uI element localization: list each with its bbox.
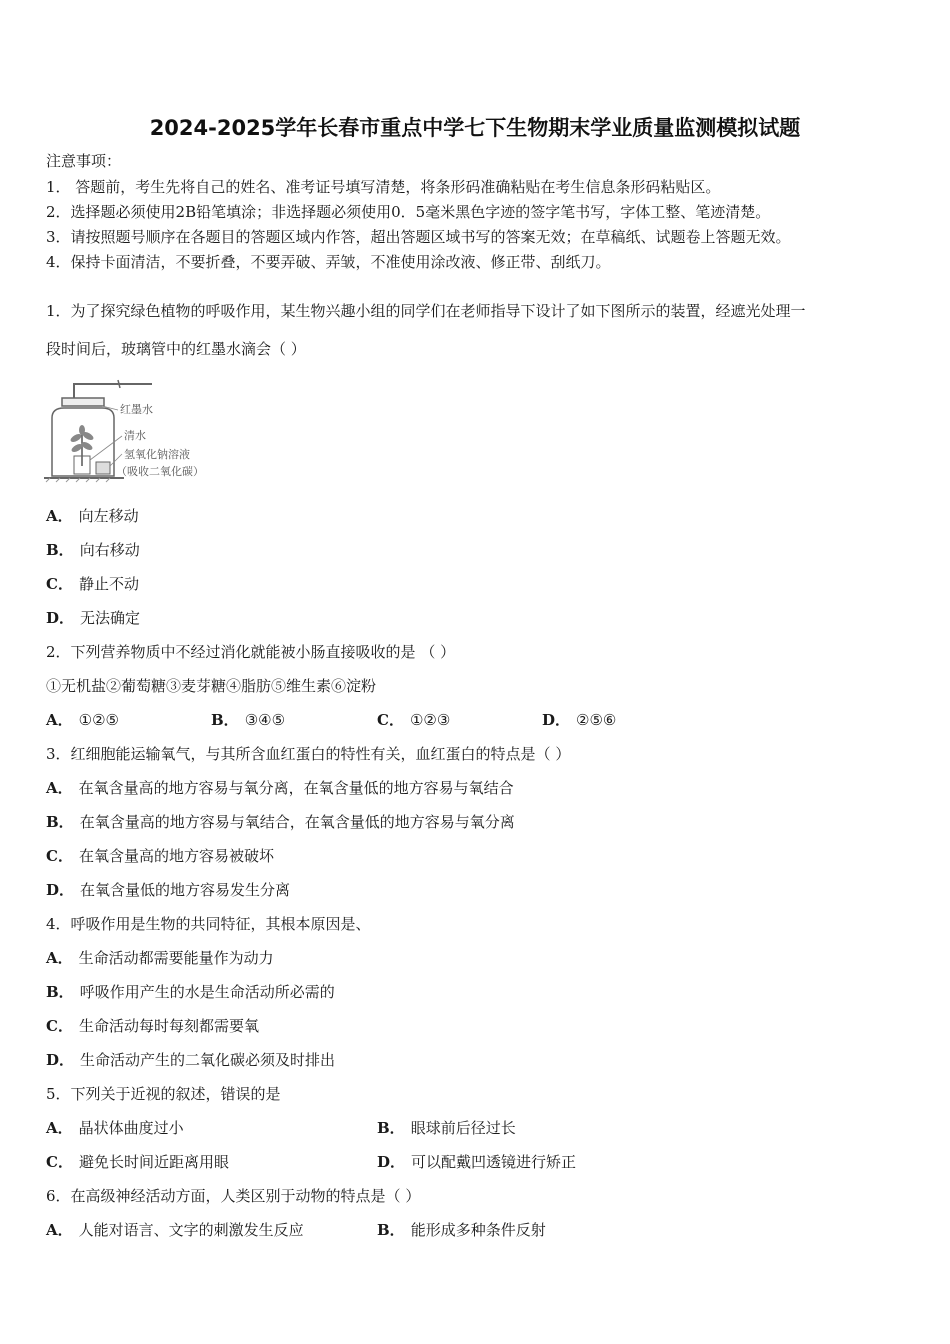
option-text: 无法确定 xyxy=(80,609,141,627)
option-text: ③④⑤ xyxy=(244,711,286,729)
notice-item-3: 3．请按照题号顺序在各题目的答题区域内作答，超出答题区域书写的答案无效；在草稿纸、试题卷上答题无效。 xyxy=(46,228,791,246)
label-red-ink: 红墨水 xyxy=(120,403,153,416)
option-text: 向右移动 xyxy=(79,541,140,559)
q5-stem: 5．下列关于近视的叙述，错误的是 xyxy=(46,1085,281,1103)
q5-option-a[interactable] xyxy=(46,1118,184,1138)
label-naoh-note: （吸收二氧化碳） xyxy=(116,465,204,478)
q1-option-d[interactable] xyxy=(46,608,140,628)
q6-stem: 6．在高级神经活动方面，人类区别于动物的特点是（ ） xyxy=(46,1187,421,1205)
option-text: 生命活动每时每刻都需要氧 xyxy=(78,1017,259,1035)
option-text: 避免长时间近距离用眼 xyxy=(78,1153,229,1171)
notice-item-1: 1． 答题前，考生先将自己的姓名、准考证号填写清楚，将条形码准确粘贴在考生信息条形码粘贴区。 xyxy=(46,178,721,196)
option-label: A． xyxy=(46,1119,73,1137)
q2-stem: 2．下列营养物质中不经过消化就能被小肠直接吸收的是 （ ） xyxy=(46,643,456,661)
option-label: A． xyxy=(46,507,73,525)
option-label: D． xyxy=(46,1051,75,1069)
notice-item-4: 4．保持卡面清洁，不要折叠，不要弄破、弄皱，不准使用涂改液、修正带、刮纸刀。 xyxy=(46,253,611,271)
q2-option-c[interactable] xyxy=(377,710,450,730)
option-label: A． xyxy=(46,779,73,797)
option-label: D． xyxy=(46,609,75,627)
option-label: A． xyxy=(46,711,73,729)
option-text: 可以配戴凹透镜进行矫正 xyxy=(411,1153,577,1171)
q5-option-b[interactable] xyxy=(377,1118,516,1138)
option-label: D． xyxy=(377,1153,406,1171)
q3-option-b[interactable] xyxy=(46,812,515,832)
notice-heading: 注意事项： xyxy=(46,152,122,170)
q3-option-d[interactable] xyxy=(46,880,290,900)
q3-option-a[interactable] xyxy=(46,778,514,798)
option-label: C． xyxy=(377,711,404,729)
option-label: C． xyxy=(46,1153,73,1171)
q3-stem: 3．红细胞能运输氧气，与其所含血红蛋白的特性有关，血红蛋白的特点是（ ） xyxy=(46,745,571,763)
option-label: A． xyxy=(46,949,73,967)
option-label: C． xyxy=(46,847,73,865)
option-label: B． xyxy=(46,813,74,831)
option-label: B． xyxy=(46,983,74,1001)
q1-apparatus-figure xyxy=(44,378,224,488)
q3-option-c[interactable] xyxy=(46,846,274,866)
q2-option-d[interactable] xyxy=(542,710,616,730)
option-text: 在氧含量高的地方容易与氧结合，在氧含量低的地方容易与氧分离 xyxy=(79,813,515,831)
q2-option-a[interactable] xyxy=(46,710,119,730)
q4-option-d[interactable] xyxy=(46,1050,335,1070)
option-text: 眼球前后径过长 xyxy=(410,1119,516,1137)
option-text: 晶状体曲度过小 xyxy=(78,1119,184,1137)
option-label: C． xyxy=(46,575,73,593)
q4-option-c[interactable] xyxy=(46,1016,259,1036)
page-title: 2024-2025学年长春市重点中学七下生物期末学业质量监测模拟试题 xyxy=(149,116,801,140)
option-text: 人能对语言、文字的刺激发生反应 xyxy=(78,1221,304,1239)
q2-items: ①无机盐②葡萄糖③麦芽糖④脂肪⑤维生素⑥淀粉 xyxy=(46,677,377,695)
option-text: ②⑤⑥ xyxy=(576,711,617,729)
notice-item-2: 2．选择题必须使用2B铅笔填涂；非选择题必须使用0．5毫米黑色字迹的签字笔书写，字体工整、笔迹清楚。 xyxy=(46,203,771,221)
q1-stem-line2: 段时间后，玻璃管中的红墨水滴会（ ） xyxy=(46,340,306,358)
option-text: 呼吸作用产生的水是生命活动所必需的 xyxy=(79,983,335,1001)
label-water: 清水 xyxy=(124,429,146,442)
q1-stem-line1: 1．为了探究绿色植物的呼吸作用，某生物兴趣小组的同学们在老师指导下设计了如下图所示的装置，经遮光处理一 xyxy=(46,302,806,320)
q2-option-b[interactable] xyxy=(211,710,285,730)
option-label: D． xyxy=(542,711,571,729)
q4-option-a[interactable] xyxy=(46,948,274,968)
option-label: B． xyxy=(377,1221,405,1239)
q1-option-b[interactable] xyxy=(46,540,140,560)
q1-option-a[interactable] xyxy=(46,506,139,526)
option-text: 生命活动都需要能量作为动力 xyxy=(78,949,274,967)
option-text: 生命活动产生的二氧化碳必须及时排出 xyxy=(80,1051,336,1069)
option-text: 静止不动 xyxy=(78,575,139,593)
option-label: B． xyxy=(377,1119,405,1137)
option-label: B． xyxy=(211,711,239,729)
option-label: C． xyxy=(46,1017,73,1035)
option-text: 在氧含量低的地方容易发生分离 xyxy=(80,881,291,899)
label-naoh: 氢氧化钠溶液 xyxy=(124,448,190,461)
q4-stem: 4．呼吸作用是生物的共同特征，其根本原因是、 xyxy=(46,915,371,933)
option-text: 在氧含量高的地方容易被破坏 xyxy=(78,847,274,865)
q1-option-c[interactable] xyxy=(46,574,139,594)
option-text: ①②⑤ xyxy=(78,711,119,729)
option-text: ①②③ xyxy=(409,711,451,729)
q6-option-b[interactable] xyxy=(377,1220,546,1240)
option-text: 向左移动 xyxy=(78,507,139,525)
option-text: 在氧含量高的地方容易与氧分离，在氧含量低的地方容易与氧结合 xyxy=(78,779,514,797)
q5-option-c[interactable] xyxy=(46,1152,229,1172)
q5-option-d[interactable] xyxy=(377,1152,576,1172)
q4-option-b[interactable] xyxy=(46,982,335,1002)
option-text: 能形成多种条件反射 xyxy=(410,1221,546,1239)
option-label: A． xyxy=(46,1221,73,1239)
option-label: B． xyxy=(46,541,74,559)
option-label: D． xyxy=(46,881,75,899)
q6-option-a[interactable] xyxy=(46,1220,304,1240)
